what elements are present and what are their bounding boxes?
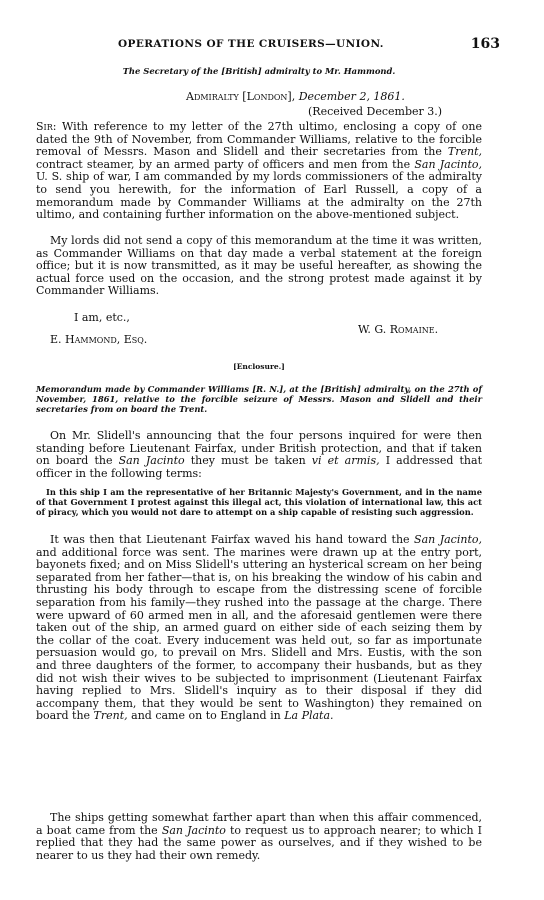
text-span: contract steamer, by an armed party of officers and men from the	[36, 157, 411, 171]
protest-quote: In this ship I am the representative of her Britannic Majesty's Government, and in the name of that Government I protest against this illegal act, this violation of international law, this act of piracy, which you would not dare to attempt on a ship capable of resisting such aggression.	[36, 487, 482, 517]
dateline-place: Admiralty [London],	[186, 90, 296, 103]
ship-name: Trent,	[93, 709, 128, 723]
ship-name: San Jacinto	[118, 454, 185, 468]
letter-paragraph-1	[36, 121, 482, 222]
ship-name: San Jacinto,	[414, 533, 482, 546]
text-span: they must be taken	[190, 454, 306, 468]
letter-caption: The Secretary of the [British] admiralty to Mr. Hammond.	[122, 66, 396, 76]
memorandum-heading: Memorandum made by Commander Williams [R. N.], at the [British] admiralty, on the 27th of November, 1861, relative to the forcible seizure of Messrs. Mason and Slidell and their secretaries from on board the Trent.	[36, 384, 482, 414]
text-span: It was then that Lieutenant Fairfax waved his hand toward the	[50, 533, 410, 546]
memo-paragraph-2	[36, 534, 482, 723]
signature: W. G. Romaine.	[358, 323, 439, 336]
text-span: On Mr. Slidell's announcing that the four persons inquired for were then standing before Lieutenant Fairfax, under British protection, and that if taken on board the	[36, 429, 482, 468]
memo-paragraph-3	[36, 812, 482, 862]
text-span: to request us to approach nearer; to which I replied that they had the same power as ourselves, and if they wished to be nearer to us they had their own remedy.	[36, 823, 482, 862]
ship-name: San Jacinto	[161, 823, 226, 837]
letter-paragraph-2: My lords did not send a copy of this memorandum at the time it was written, as Commander Williams on that day made a verbal statement at the foreign office; but it is now transmitted, as it may be useful hereafter, as showing the actual force used on the occasion, and the strong protest made against it by Commander Williams.	[36, 234, 482, 298]
text-span: The ships getting somewhat farther apart than when this affair commenced, a boat came from the	[36, 811, 482, 837]
text-span: I addressed that officer in the following terms:	[36, 454, 482, 480]
closing: I am, etc.,	[74, 311, 130, 324]
ship-name: San Jacinto,	[414, 157, 483, 171]
addressee: E. Hammond, Esq.	[50, 333, 148, 346]
running-head	[36, 36, 500, 54]
memo-paragraph-1	[36, 430, 482, 480]
dateline	[186, 90, 405, 103]
received-note: (Received December 3.)	[308, 105, 443, 118]
ship-name: Trent,	[447, 145, 482, 159]
text-span: and came on to England in	[131, 709, 281, 723]
salutation: Sir:	[36, 120, 57, 133]
running-head-title: OPERATIONS OF THE CRUISERS—UNION.	[118, 38, 384, 50]
text-span: and additional force was sent. The marines were drawn up at the entry port, bayonets fixed; and on Miss Slidell's uttering an hysterical scream on her being separated from her father—that is, on his breaking the window of his cabin and thrusting his body through to escape from the distressing scene of forcible separation from his family—they rushed into the passage at the charge. There were upward of 60 armed men in all, and the aforesaid gentlemen were there taken out of the ship, an armed guard on either side of each seizing them by the collar of the coat. Every inducement was held out, so far as importunate persuasion would go, to prevail on Mrs. Slidell and Mrs. Eustis, with the son and three daughters of the former, to accompany their husbands, but as they did not wish their wives to be subjected to imprisonment (Lieutenant Fairfax having replied to Mrs. Slidell's inquiry as to their disposal if they did accompany them, that they would be sent to Washington) they remained on board the	[36, 545, 482, 723]
page-number: 163	[470, 36, 500, 52]
text-span: U. S. ship of war, I am commanded by my lords commissioners of the admiralty to send you herewith, for the information of Earl Russell, a copy of a memorandum made by Commander Williams at the admiralty on the 27th ultimo, and containing further information on the above-mentioned subject.	[36, 170, 482, 222]
enclosure-label: [Enclosure.]	[233, 362, 285, 371]
latin-phrase: vi et armis,	[311, 454, 380, 468]
ship-name: La Plata.	[284, 709, 334, 723]
text-span: With reference to my letter of the 27th ultimo, enclosing a copy of one dated the 9th of November, from Commander Williams, relative to the forcible removal of Messrs. Mason and Slidell and their secretaries from the	[36, 120, 482, 159]
dateline-date: December 2, 1861.	[298, 90, 405, 103]
